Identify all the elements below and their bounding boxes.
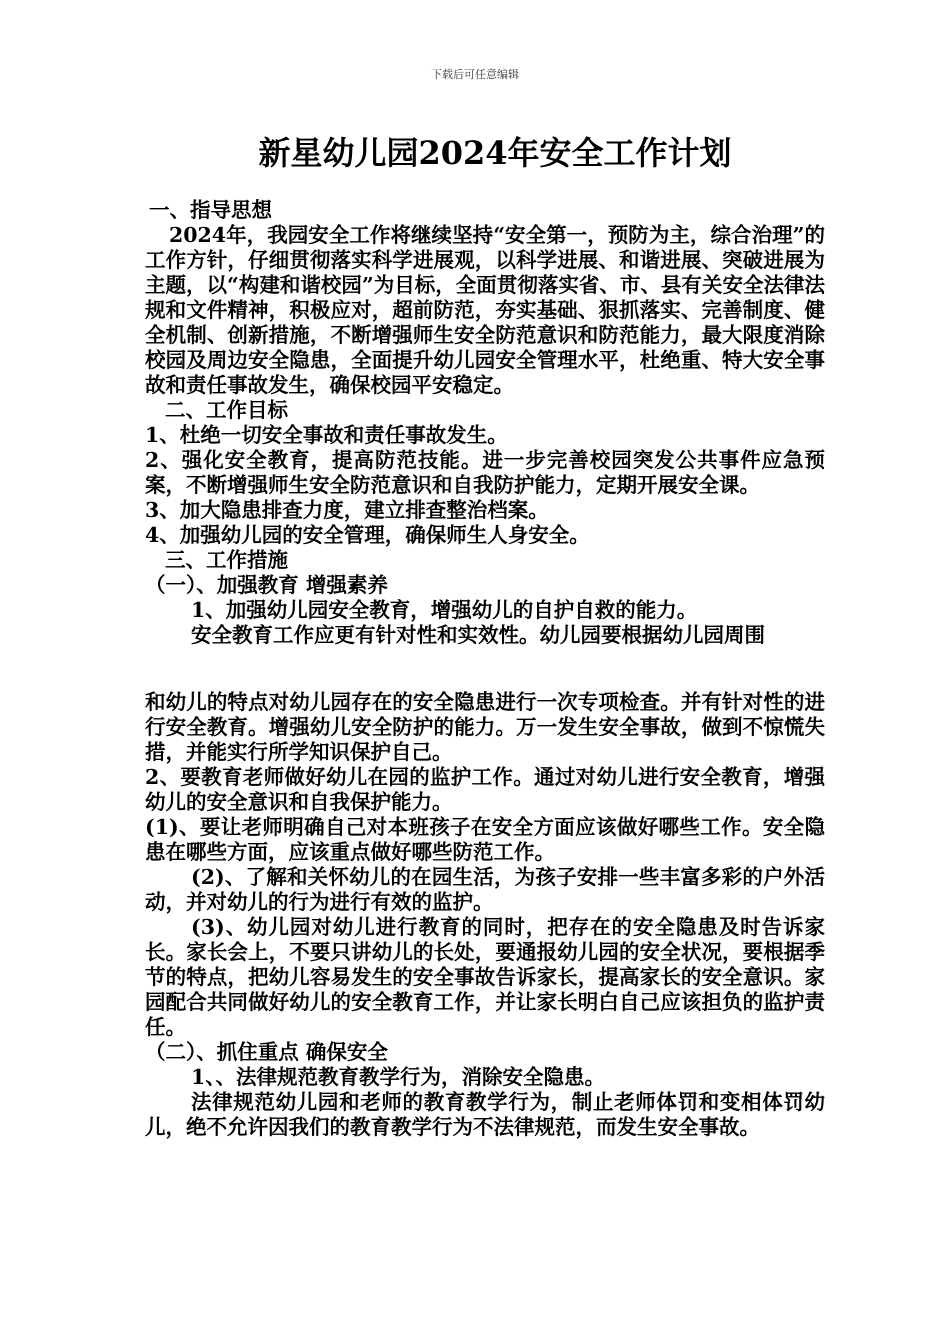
document-body xyxy=(145,198,825,1140)
subsection-heading-focus: （二）、抓住重点 确保安全 xyxy=(145,1040,388,1064)
page-gap xyxy=(145,648,825,690)
sub-item-2: (2)、了解和关怀幼儿的在园生活，为孩子安排一些丰富多彩的户外活动，并对幼儿的行为进行有效的监护。 xyxy=(145,865,825,914)
subsection-heading-education: （一）、加强教育 增强素养 xyxy=(145,573,388,597)
goal-item-2: 2、强化安全教育，提高防范技能。进一步完善校园突发公共事件应急预案，不断增强师生安全防范意识和自我防护能力，定期开展安全课。 xyxy=(145,448,825,497)
paragraph-safety-education: 安全教育工作应更有针对性和实效性。幼儿园要根据幼儿园周围 xyxy=(191,623,765,647)
measure-item-2: 2、要教育老师做好幼儿在园的监护工作。通过对幼儿进行安全教育，增强幼儿的安全意识和自我保护能力。 xyxy=(145,765,825,814)
goal-item-3: 3、加大隐患排查力度，建立排查整治档案。 xyxy=(145,498,549,522)
focus-item-1: 1、、法律规范教育教学行为，消除安全隐患。 xyxy=(191,1065,606,1089)
section-heading-work-measures: 三、工作措施 xyxy=(165,548,288,572)
header-note: 下载后可任意编辑 xyxy=(431,68,519,81)
sub-item-3: (3)、幼儿园对幼儿进行教育的同时，把存在的安全隐患及时告诉家长。家长会上，不要只讲幼儿的长处，要通报幼儿园的安全状况，要根据季节的特点，把幼儿容易发生的安全事故告诉家长，提高家长的安全意识。家园配合共同做好幼儿的安全教育工作，并让家长明白自己应该担负的监护责任。 xyxy=(145,915,825,1039)
paragraph-safety-inspection: 和幼儿的特点对幼儿园存在的安全隐患进行一次专项检查。并有针对性的进行安全教育。增强幼儿安全防护的能力。万一发生安全事故，做到不惊慌失措，并能实行所学知识保护自己。 xyxy=(145,690,825,764)
goal-item-4: 4、加强幼儿园的安全管理，确保师生人身安全。 xyxy=(145,523,590,547)
paragraph-regulate-teaching: 法律规范幼儿园和老师的教育教学行为，制止老师体罚和变相体罚幼儿，绝不允许因我们的教育教学行为不法律规范，而发生安全事故。 xyxy=(145,1090,825,1139)
goal-item-1: 1、杜绝一切安全事故和责任事故发生。 xyxy=(145,423,508,447)
paragraph-guiding-ideology: 2024年，我园安全工作将继续坚持“安全第一，预防为主，综合治理”的工作方针，仔细贯彻落实科学进展观，以科学进展、和谐进展、突破进展为主题，以“构建和谐校园”为目标，全面贯彻落实省、市、县有关安全法律法规和文件精神，积极应对，超前防范，夯实基础、狠抓落实、完善制度、健全机制、创新措施，不断增强师生安全防范意识和防范能力，最大限度消除校园及周边安全隐患，全面提升幼儿园安全管理水平，杜绝重、特大安全事故和责任事故发生，确保校园平安稳定。 xyxy=(145,223,825,397)
section-heading-work-goals: 二、工作目标 xyxy=(165,398,288,422)
measure-item-1: 1、加强幼儿园安全教育，增强幼儿的自护自救的能力。 xyxy=(191,598,698,622)
sub-item-1: (1)、要让老师明确自己对本班孩子在安全方面应该做好哪些工作。安全隐患在哪些方面，应该重点做好哪些防范工作。 xyxy=(145,815,825,864)
section-heading-guiding-ideology: 一、指导思想 xyxy=(149,198,272,222)
document-title: 新星幼儿园2024年安全工作计划 xyxy=(258,134,732,172)
